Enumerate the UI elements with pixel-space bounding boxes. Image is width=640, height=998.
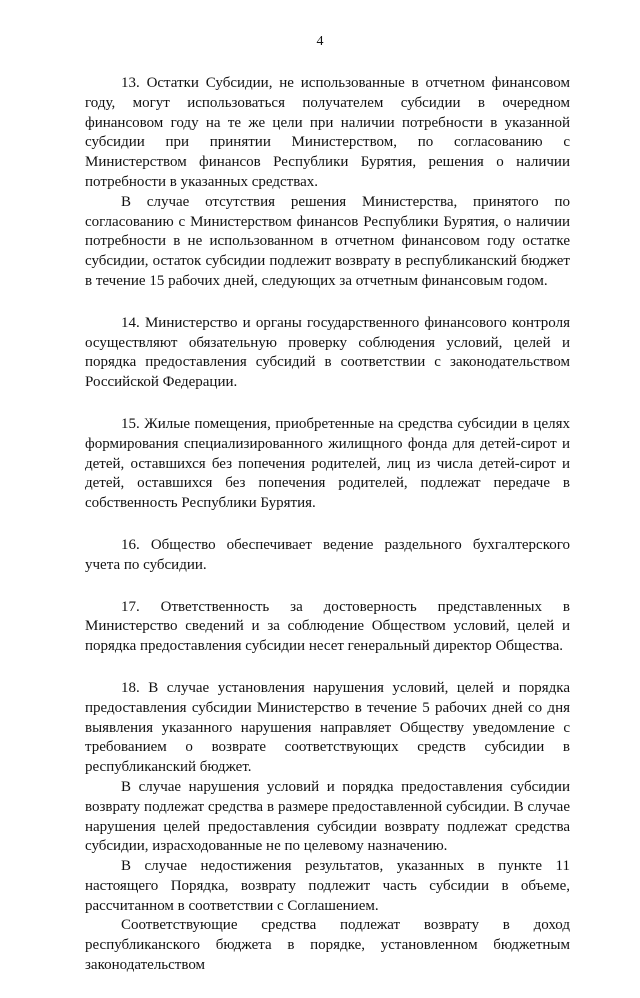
section-15 [85,415,570,514]
paragraph: 18. В случае установления нарушения условий, целей и порядка предоставления субсидии Министерство в течение 5 рабочих дней со дня выявления указанного нарушения направляет Обществу уведомление с требованием о возврате соответствующих средств субсидии в республиканский бюджет. [85,679,570,776]
paragraph: 13. Остатки Субсидии, не использованные в отчетном финансовом году, могут использоваться получателем субсидии в очередном финансовом году на те же цели при наличии потребности в указанной субсидии при принятии Министерством, по согласованию с Министерством финансов Республики Бурятия, решения о наличии потребности в указанных средствах. [85,75,570,190]
section-13 [85,74,570,292]
section-14 [85,314,570,393]
paragraph: В случае нарушения условий и порядка предоставления субсидии возврату подлежат средства в размере предоставленной субсидии. В случае нарушения целей предоставления субсидии возврату подлежат средства субсидии, израсходованные не по целевому назначению. [85,778,570,855]
paragraph: 16. Общество обеспечивает ведение раздельного бухгалтерского учета по субсидии. [85,536,570,573]
paragraph: 17. Ответственность за достоверность представленных в Министерство сведений и за соблюдение Обществом условий, целей и порядка предоставления субсидии несет генеральный директор Общества. [85,598,570,655]
paragraph: В случае отсутствия решения Министерства, принятого по согласованию с Министерством финансов Республики Бурятия, о наличии потребности в не использованном в отчетном финансовом году остатке субсидии, остаток субсидии подлежит возврату в республиканский бюджет в течение 15 рабочих дней, следующих за отчетным финансовым годом. [85,193,570,289]
paragraph: 15. Жилые помещения, приобретенные на средства субсидии в целях формирования специализированного жилищного фонда для детей-сирот и детей, оставшихся без попечения родителей, лиц из числа детей-сирот и детей, оставшихся без попечения родителей, подлежат передаче в собственность Республики Бурятия. [85,415,570,512]
section-16 [85,536,570,576]
document-body [85,74,570,998]
paragraph: Соответствующие средства подлежат возврату в доход республиканского бюджета в порядке, установленном бюджетным законодательством [85,917,570,974]
paragraph: 14. Министерство и органы государственного финансового контроля осуществляют обязательную проверку соблюдения условий, целей и порядка предоставления субсидий в соответствии с законодательством Российской Федерации. [85,314,570,391]
page-number: 4 [316,34,324,49]
section-17 [85,598,570,657]
section-18 [85,679,570,976]
paragraph: В случае недостижения результатов, указанных в пункте 11 настоящего Порядка, возврату подлежит часть субсидии в объеме, рассчитанном в соответствии с Соглашением. [85,858,570,914]
